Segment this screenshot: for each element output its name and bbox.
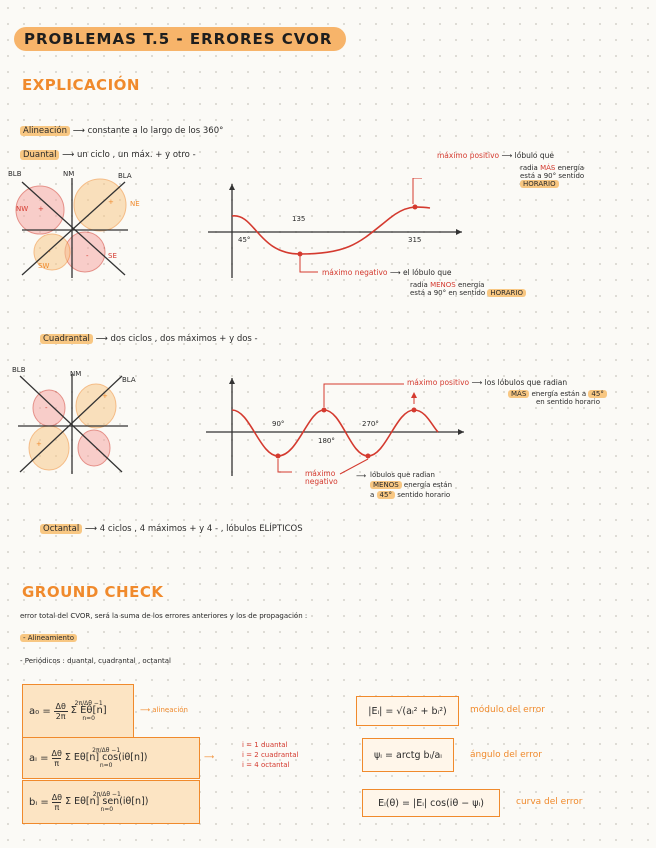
arrow-icon: ⟶ (95, 334, 111, 344)
section-heading-ground-check: GROUND CHECK (22, 583, 164, 601)
compass-label-se: SE (108, 252, 117, 260)
alineacion-desc: constante a lo largo de los 360° (87, 126, 224, 136)
cuadrantal-max-negativo: máximo negativo (305, 469, 338, 486)
duantal-max-negativo-desc: radia MENOS energía está a 90° en sentido HORARIO (410, 281, 526, 297)
formula-modulo-note: módulo del error (470, 705, 545, 715)
duantal-term: Duantal (20, 150, 59, 160)
duantal-max-negativo: máximo negativo ⟶ el lóbulo que (322, 268, 452, 277)
formula-ai-notes: i = 1 duantal i = 2 cuadrantal i = 4 octantal (242, 741, 299, 769)
arrow-icon: ⟶ (204, 753, 215, 761)
compass-label-sw: SW (38, 262, 50, 270)
formula-curva-note: curva del error (516, 797, 583, 807)
formula-a0-note: ⟶ alineación (140, 706, 188, 714)
compass-label-nm: NM (63, 170, 75, 178)
arrow-icon: ⟶ (84, 524, 100, 534)
formula-bi: bᵢ = $\frac{\Delta\theta}{\pi}$ 2π/Δθ −1 Σ Eθ[n] sen(iθ[n]) n=0 (22, 780, 200, 824)
duantal-max-positivo-desc: radia MÁS energía está a 90° sentido HORARIO (520, 164, 585, 188)
section-heading-explicacion: EXPLICACIÓN (22, 76, 140, 94)
arrow-icon: ⟶ (62, 150, 78, 160)
arrow-icon: ⟶ (72, 126, 88, 136)
alineacion-term: Alineación (20, 126, 70, 136)
duantal-compass-diagram (10, 170, 140, 280)
octantal-desc: 4 ciclos , 4 máximos + y 4 - , lóbulos ELÍPTICOS (99, 524, 303, 534)
cuadrantal-desc: dos ciclos , dos máximos + y dos - (110, 334, 258, 344)
tick-180: 180° (318, 437, 335, 445)
arrow-icon: ⟶ (356, 472, 367, 480)
cuadrantal-line (40, 334, 258, 344)
compass-label-ne: NE (130, 200, 140, 208)
octantal-line (40, 524, 303, 534)
formula-a0: a₀ = $\frac{\Delta\theta}{2\pi}$ 2π/Δθ −1 Σ Eθ[n] n=0 (22, 684, 134, 738)
duantal-line (20, 150, 196, 160)
sign-minus: - (48, 248, 51, 256)
ground-item-periodicos: - Periódicos : duantal, cuadrantal , octantal (20, 657, 172, 665)
compass-label-bla: BLA (122, 376, 136, 384)
formula-ai: aᵢ = $\frac{\Delta\theta}{\pi}$ 2π/Δθ −1 Σ Eθ[n] cos(iθ[n]) n=0 (22, 737, 200, 779)
formula-angulo-note: ángulo del error (470, 750, 542, 760)
duantal-desc: un ciclo , un máx. + y otro - (77, 150, 196, 160)
cuadrantal-compass-diagram (14, 368, 134, 478)
cuadrantal-max-positivo-desc: MÁS energía están a 45° en sentido horario (508, 390, 607, 406)
cuadrantal-error-curve (200, 372, 470, 478)
tick-45: 45° (238, 236, 251, 244)
formula-modulo: |Eᵢ| = √(aᵢ² + bᵢ²) (356, 696, 459, 726)
max-positivo-label: máximo positivo (437, 151, 500, 160)
tick-90: 90° (272, 420, 285, 428)
sign-minus: - (96, 446, 99, 454)
sign-plus: + (102, 392, 108, 400)
sign-minus: - (86, 252, 89, 260)
compass-label-bla: BLA (118, 172, 132, 180)
cuadrantal-max-positivo: máximo positivo ⟶ los lóbulos que radian (407, 378, 568, 387)
compass-label-nw: NW (16, 205, 29, 213)
formula-angulo: ψᵢ = arctg bᵢ/aᵢ (362, 738, 454, 772)
sign-plus: + (108, 198, 114, 206)
compass-label-nm: NM (70, 370, 82, 378)
ground-item-alineamiento: - Alineamiento (20, 634, 77, 642)
max-positivo-l1: lóbulo que (514, 151, 555, 160)
tick-270: 270° (362, 420, 379, 428)
compass-label-blb: BLB (8, 170, 22, 178)
compass-label-blb: BLB (12, 366, 26, 374)
tick-135: 135 (292, 215, 306, 223)
tick-315: 315 (408, 236, 422, 244)
formula-curva: Eᵢ(θ) = |Eᵢ| cos(iθ − ψᵢ) (362, 789, 500, 817)
octantal-term: Octantal (40, 524, 82, 534)
ground-intro: error total del CVOR, será la suma de los errores anteriores y los de propagación : (20, 612, 308, 620)
cuadrantal-term: Cuadrantal (40, 334, 93, 344)
alineacion-line (20, 126, 223, 136)
sign-plus: + (38, 205, 44, 213)
cuadrantal-max-negativo-desc: lóbulos que radian MENOS energía están a 45° sentido horario (370, 471, 453, 499)
sign-plus: + (36, 440, 42, 448)
page-title: PROBLEMAS T.5 - ERRORES CVOR (14, 27, 346, 51)
duantal-max-positivo: máximo positivo ⟶ lóbulo que (437, 151, 555, 160)
max-negativo-label: máximo negativo (322, 268, 388, 277)
sign-minus: - (45, 404, 48, 412)
